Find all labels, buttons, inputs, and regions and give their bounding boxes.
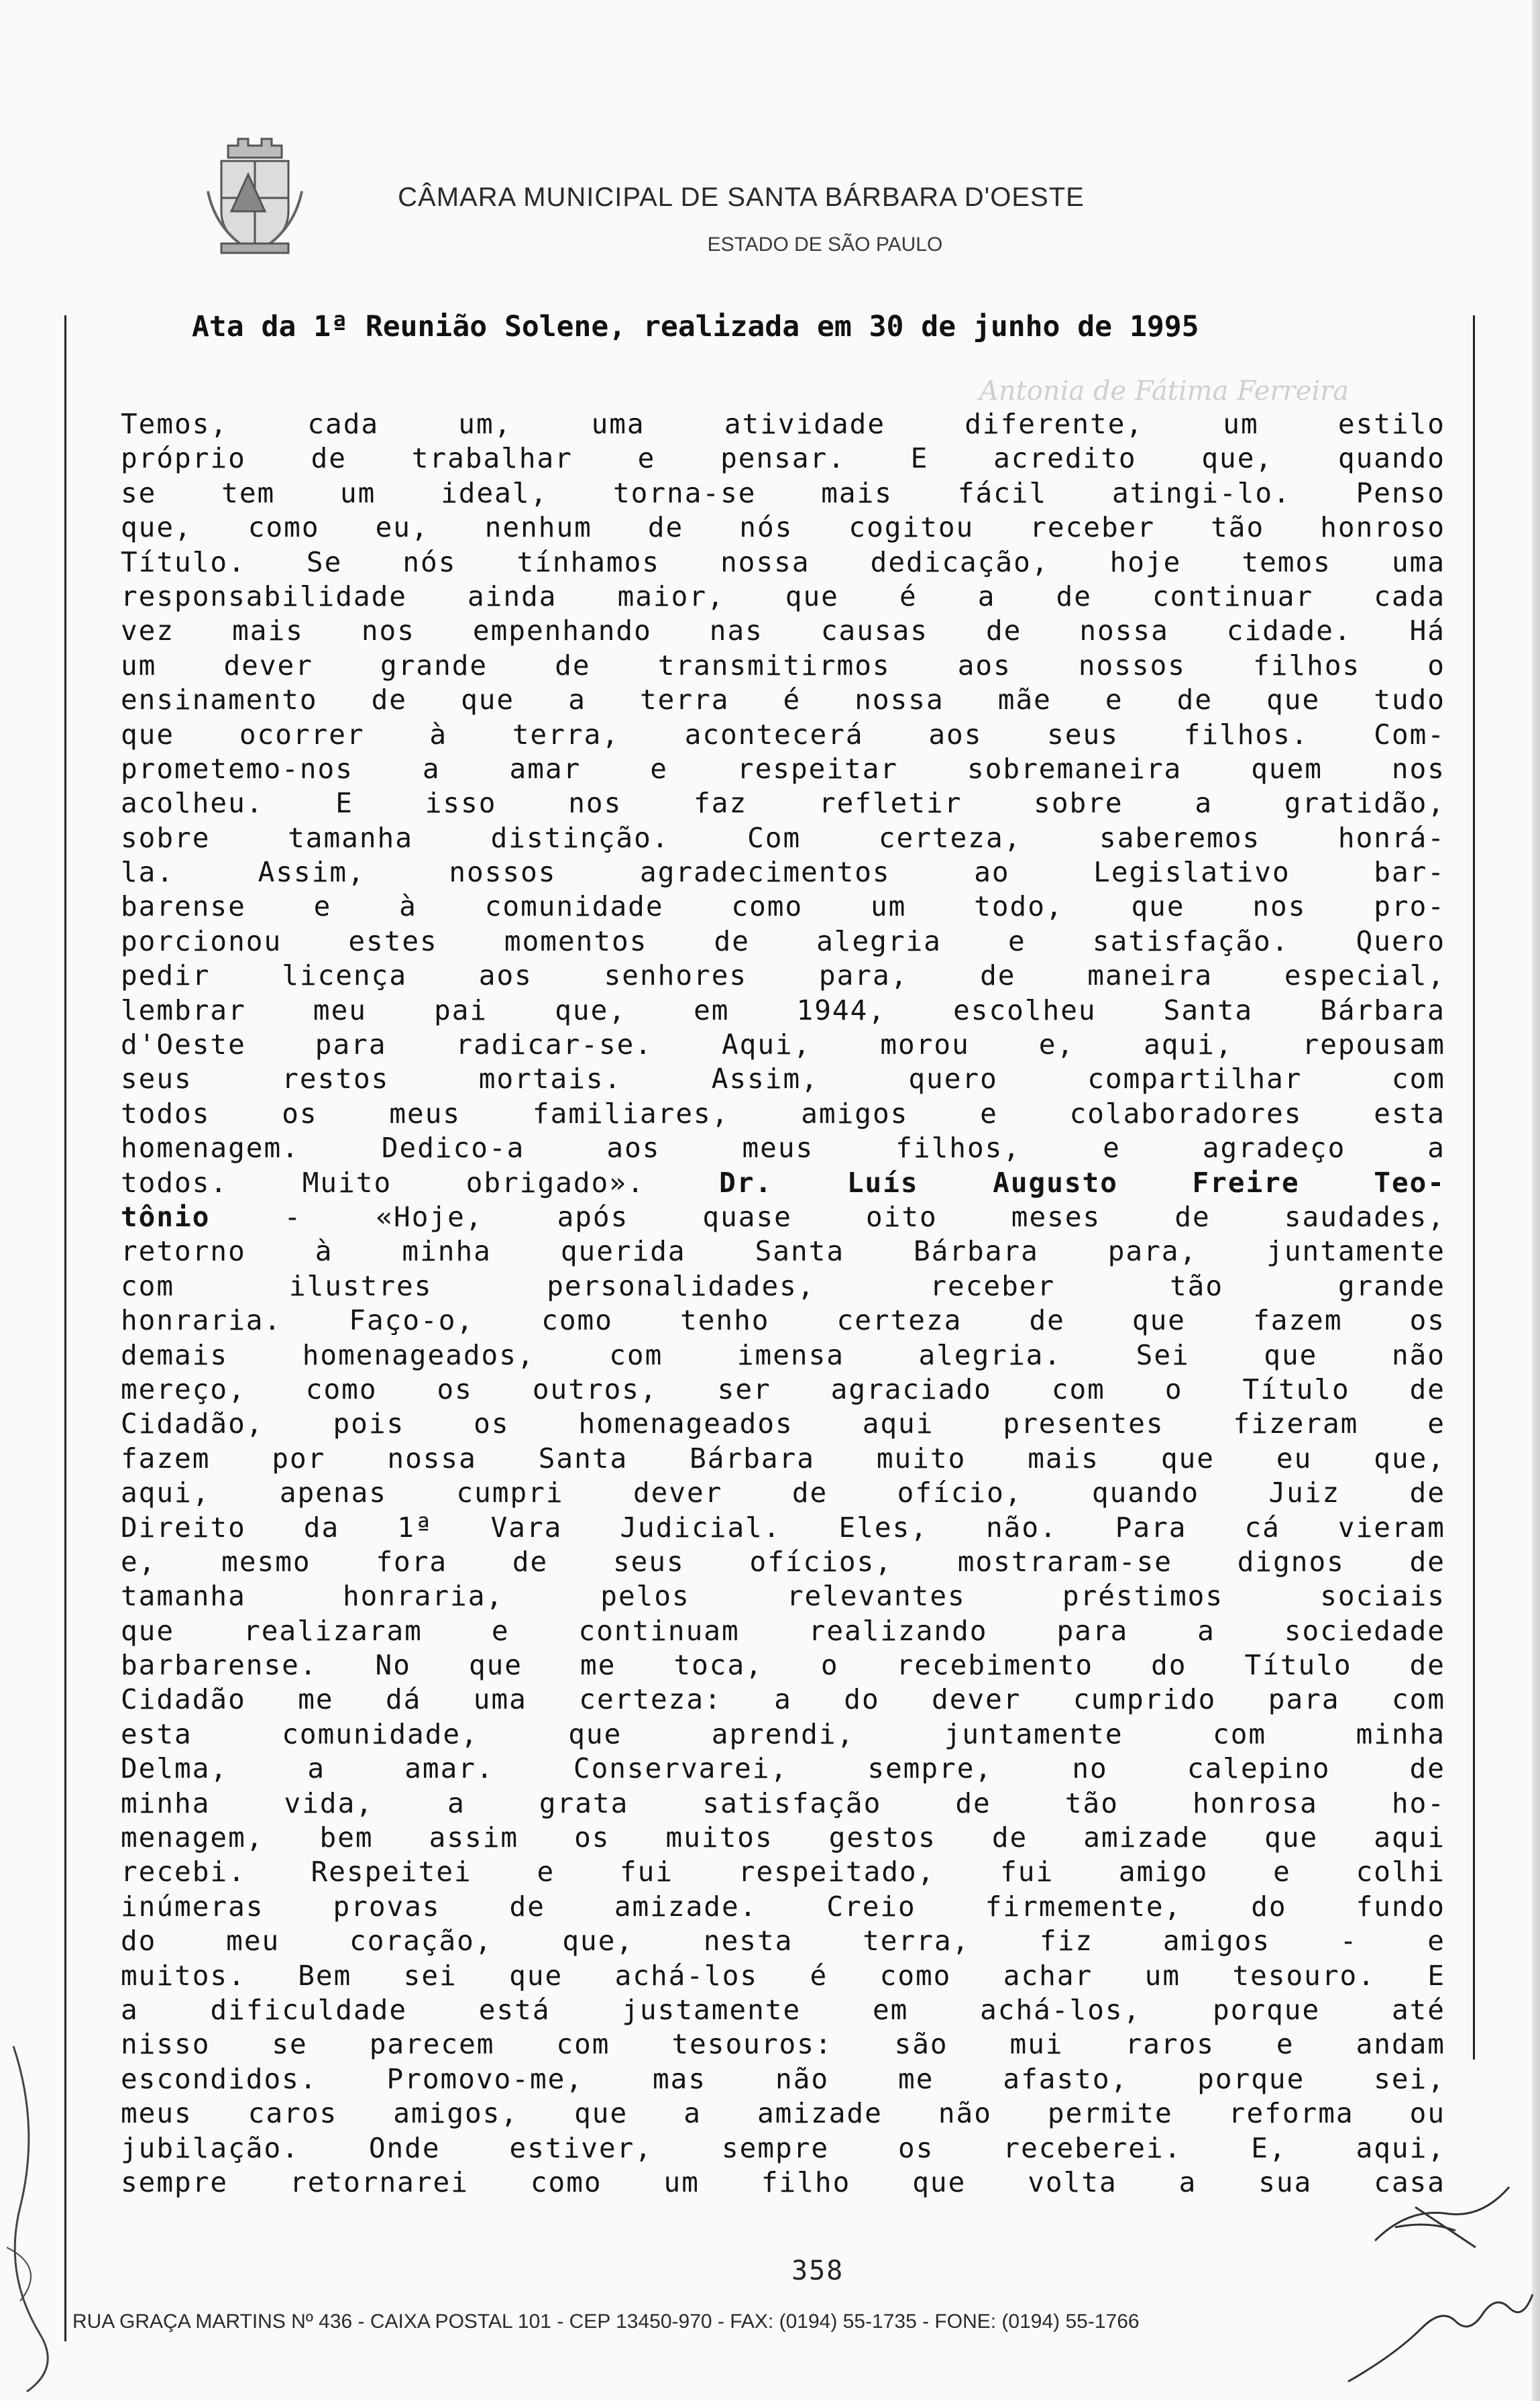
text-line: Delma, a amar. Conservarei, sempre, no calepino de — [121, 1752, 1445, 1785]
show-through-text: Antonia de Fátima Ferreira — [979, 376, 1350, 407]
text-line: fazem por nossa Santa Bárbara muito mais que eu que, — [121, 1442, 1445, 1475]
institution-name: CÂMARA MUNICIPAL DE SANTA BÁRBARA D'OESTE — [398, 182, 1085, 212]
speaker-name: tônio — [121, 1200, 211, 1233]
text-line: porcionou estes momentos de alegria e satisfação. Quero — [121, 924, 1445, 957]
text-line: prometemo-nos a amar e respeitar sobremaneira quem nos — [121, 752, 1445, 785]
text-line: sobre tamanha distinção. Com certeza, saberemos honrá- — [121, 821, 1445, 854]
text-line: pedir licença aos senhores para, de maneira especial, — [121, 959, 1445, 992]
text-line: jubilação. Onde estiver, sempre os receberei. E, aqui, — [121, 2131, 1445, 2164]
text-line: barbarense. No que me toca, o recebimento do Título de — [121, 1649, 1445, 1682]
text-line: muitos. Bem sei que achá-los é como achar um tesouro. E — [121, 1959, 1445, 1992]
text-line: inúmeras provas de amizade. Creio firmemente, do fundo — [121, 1890, 1445, 1923]
text-line: se tem um ideal, torna-se mais fácil atingi-lo. Penso — [121, 476, 1445, 509]
text-line: seus restos mortais. Assim, quero compartilhar com — [121, 1063, 1445, 1096]
text-line: menagem, bem assim os muitos gestos de amizade que aqui — [121, 1821, 1445, 1854]
text-line: d'Oeste para radicar-se. Aqui, morou e, aqui, repousam — [121, 1028, 1445, 1061]
text-line: do meu coração, que, nesta terra, fiz amigos - e — [121, 1925, 1445, 1958]
text-line: Temos, cada um, uma atividade diferente, um estilo — [121, 408, 1445, 440]
text-line: com ilustres personalidades, receber tão grande — [121, 1269, 1445, 1302]
text-line: Título. Se nós tínhamos nossa dedicação, hoje temos uma — [121, 545, 1445, 578]
text-line: esta comunidade, que aprendi, juntamente com minha — [121, 1717, 1445, 1750]
text-line: e, mesmo fora de seus ofícios, mostraram-se dignos de — [121, 1545, 1445, 1578]
text-line: ensinamento de que a terra é nossa mãe e de que tudo — [121, 684, 1445, 716]
text-line: Direito da 1ª Vara Judicial. Eles, não. Para cá vieram — [121, 1511, 1445, 1544]
left-margin-rule — [64, 315, 66, 2341]
text-line: meus caros amigos, que a amizade não permite reforma ou — [121, 2097, 1445, 2130]
text-line: nisso se parecem com tesouros: são mui raros e andam — [121, 2028, 1445, 2061]
text-line: um dever grande de transmitirmos aos nossos filhos o — [121, 649, 1445, 682]
coat-of-arms-emblem — [201, 131, 309, 258]
speaker-line — [121, 1200, 1445, 1234]
text-line: recebi. Respeitei e fui respeitado, fui amigo e colhi — [121, 1856, 1445, 1888]
speaker-name: Dr. Luís Augusto Freire Teo- — [719, 1166, 1445, 1199]
text-line: que, como eu, nenhum de nós cogitou receber tão honroso — [121, 511, 1445, 544]
document-title: Ata da 1ª Reunião Solene, realizada em 30 de junho de 1995 — [192, 310, 1199, 343]
text-line: la. Assim, nossos agradecimentos ao Legislativo bar- — [121, 856, 1445, 889]
text-line: escondidos. Promovo-me, mas não me afasto, porque sei, — [121, 2062, 1445, 2095]
text-line: mereço, como os outros, ser agraciado com o Título de — [121, 1373, 1445, 1405]
text-line: que realizaram e continuam realizando para a sociedade — [121, 1614, 1445, 1647]
text-line: sempre retornarei como um filho que volta a sua casa — [121, 2166, 1445, 2198]
text-line: vez mais nos empenhando nas causas de nossa cidade. Há — [121, 615, 1445, 647]
text-line: minha vida, a grata satisfação de tão honrosa ho- — [121, 1786, 1445, 1819]
text-line: Cidadão me dá uma certeza: a do dever cumprido para com — [121, 1683, 1445, 1716]
footer-address: RUA GRAÇA MARTINS Nº 436 - CAIXA POSTAL 101 - CEP 13450-970 - FAX: (0194) 55-1735 - FONE: (0194) 55-1766 — [72, 2310, 1140, 2333]
text-line: honraria. Faço-o, como tenho certeza de que fazem os — [121, 1304, 1445, 1337]
text-line: retorno à minha querida Santa Bárbara para, juntamente — [121, 1235, 1445, 1268]
state-name: ESTADO DE SÃO PAULO — [707, 233, 943, 256]
text-line: Cidadão, pois os homenageados aqui presentes fizeram e — [121, 1407, 1445, 1440]
text-line: demais homenageados, com imensa alegria. Sei que não — [121, 1338, 1445, 1371]
text-line: responsabilidade ainda maior, que é a de continuar cada — [121, 580, 1445, 612]
initials-signature — [1368, 2167, 1529, 2254]
text-segment: todos. Muito obrigado». — [121, 1166, 720, 1199]
text-line: todos os meus familiares, amigos e colaboradores esta — [121, 1097, 1445, 1130]
document-body — [121, 407, 1445, 2200]
text-line: a dificuldade está justamente em achá-los, porque até — [121, 1993, 1445, 2026]
speaker-line — [121, 1166, 1445, 1200]
text-line: que ocorrer à terra, acontecerá aos seus filhos. Com- — [121, 718, 1445, 751]
text-line: homenagem. Dedico-a aos meus filhos, e agradeço a — [121, 1132, 1445, 1165]
right-margin-rule — [1473, 315, 1475, 2060]
text-line: barense e à comunidade como um todo, que nos pro- — [121, 890, 1445, 923]
margin-signature — [1341, 2254, 1536, 2388]
text-line: próprio de trabalhar e pensar. E acredito que, quando — [121, 442, 1445, 475]
page-number: 358 — [791, 2255, 844, 2286]
text-line: tamanha honraria, pelos relevantes préstimos sociais — [121, 1580, 1445, 1613]
text-line: aqui, apenas cumpri dever de ofício, quando Juiz de — [121, 1477, 1445, 1509]
page-edge — [1532, 0, 1540, 2401]
left-margin-scribble — [0, 2046, 74, 2395]
text-segment: - «Hoje, após quase oito meses de saudades, — [210, 1200, 1445, 1233]
text-line: lembrar meu pai que, em 1944, escolheu Santa Bárbara — [121, 994, 1445, 1026]
text-line: acolheu. E isso nos faz refletir sobre a gratidão, — [121, 787, 1445, 820]
